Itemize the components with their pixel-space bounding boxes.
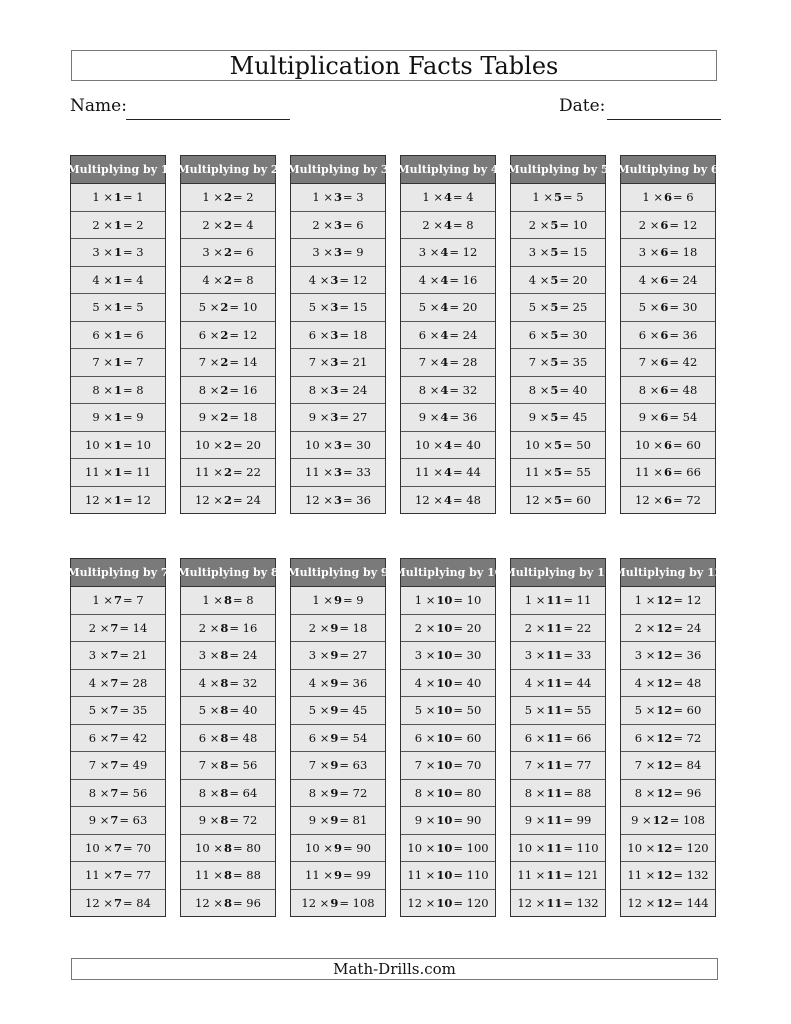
table-row: 4 × 2 = 8 [181,267,275,295]
table-row: 4 × 12 = 48 [621,670,715,698]
table-row: 10 × 1 = 10 [71,432,165,460]
table-row: 6 × 9 = 54 [291,725,385,753]
table-row: 6 × 2 = 12 [181,322,275,350]
table-row: 2 × 7 = 14 [71,615,165,643]
table-row: 3 × 2 = 6 [181,239,275,267]
table-row: 7 × 7 = 49 [71,752,165,780]
table-row: 4 × 8 = 32 [181,670,275,698]
table-row: 1 × 2 = 2 [181,184,275,212]
table-multiplying-by-3 [287,155,389,514]
table-row: 11 × 7 = 77 [71,862,165,890]
table-row: 9 × 8 = 72 [181,807,275,835]
table-row: 7 × 4 = 28 [401,349,495,377]
table-row: 9 × 11 = 99 [511,807,605,835]
table-row: 5 × 5 = 25 [511,294,605,322]
table-row: 3 × 4 = 12 [401,239,495,267]
table-row: 1 × 12 = 12 [621,587,715,615]
table-row: 12 × 5 = 60 [511,487,605,514]
table-row: 11 × 3 = 33 [291,459,385,487]
table-row: 4 × 11 = 44 [511,670,605,698]
table-row: 8 × 8 = 64 [181,780,275,808]
name-label: Name: [70,96,127,116]
table-row: 4 × 4 = 16 [401,267,495,295]
table-row: 7 × 6 = 42 [621,349,715,377]
table-row: 1 × 3 = 3 [291,184,385,212]
table-row: 10 × 8 = 80 [181,835,275,863]
table-row: 12 × 3 = 36 [291,487,385,514]
table-multiplying-by-10 [393,558,503,917]
table-row: 9 × 2 = 18 [181,404,275,432]
table-row: 6 × 8 = 48 [181,725,275,753]
table-row: 5 × 10 = 50 [401,697,495,725]
table-row: 8 × 2 = 16 [181,377,275,405]
table-row: 11 × 9 = 99 [291,862,385,890]
table-row: 11 × 2 = 22 [181,459,275,487]
table-row: 8 × 7 = 56 [71,780,165,808]
table-row: 8 × 1 = 8 [71,377,165,405]
table-row: 5 × 7 = 35 [71,697,165,725]
date-label: Date: [559,96,606,116]
table-row: 12 × 2 = 24 [181,487,275,514]
table-row: 8 × 6 = 48 [621,377,715,405]
table-row: 6 × 7 = 42 [71,725,165,753]
table-row: 7 × 2 = 14 [181,349,275,377]
table-row: 10 × 2 = 20 [181,432,275,460]
table-row: 3 × 9 = 27 [291,642,385,670]
table-row: 4 × 7 = 28 [71,670,165,698]
table-row: 6 × 11 = 66 [511,725,605,753]
table-header: Multiplying by 2 [181,156,275,184]
table-row: 5 × 2 = 10 [181,294,275,322]
table-multiplying-by-2 [177,155,279,514]
table-row: 12 × 9 = 108 [291,890,385,917]
table-row: 6 × 3 = 18 [291,322,385,350]
table-multiplying-by-5 [507,155,609,514]
date-field[interactable] [607,119,721,120]
table-row: 1 × 6 = 6 [621,184,715,212]
table-row: 9 × 10 = 90 [401,807,495,835]
table-row: 9 × 1 = 9 [71,404,165,432]
table-row: 6 × 6 = 36 [621,322,715,350]
table-row: 3 × 8 = 24 [181,642,275,670]
table-row: 6 × 12 = 72 [621,725,715,753]
table-row: 11 × 8 = 88 [181,862,275,890]
table-multiplying-by-6 [617,155,719,514]
table-row: 2 × 4 = 8 [401,212,495,240]
table-row: 7 × 5 = 35 [511,349,605,377]
table-multiplying-by-9 [287,558,389,917]
table-row: 1 × 10 = 10 [401,587,495,615]
table-row: 7 × 3 = 21 [291,349,385,377]
table-row: 11 × 6 = 66 [621,459,715,487]
table-multiplying-by-1 [67,155,169,514]
table-row: 9 × 12 = 108 [621,807,715,835]
table-row: 12 × 12 = 144 [621,890,715,917]
table-row: 1 × 4 = 4 [401,184,495,212]
table-row: 7 × 10 = 70 [401,752,495,780]
table-row: 5 × 3 = 15 [291,294,385,322]
table-header: Multiplying by 6 [621,156,715,184]
table-row: 10 × 10 = 100 [401,835,495,863]
table-row: 3 × 3 = 9 [291,239,385,267]
table-row: 3 × 6 = 18 [621,239,715,267]
table-row: 5 × 9 = 45 [291,697,385,725]
table-row: 4 × 1 = 4 [71,267,165,295]
table-row: 6 × 10 = 60 [401,725,495,753]
table-row: 5 × 6 = 30 [621,294,715,322]
table-row: 10 × 5 = 50 [511,432,605,460]
table-row: 12 × 8 = 96 [181,890,275,917]
table-header: Multiplying by 10 [401,559,495,587]
table-row: 2 × 5 = 10 [511,212,605,240]
table-row: 12 × 1 = 12 [71,487,165,514]
table-row: 8 × 4 = 32 [401,377,495,405]
table-header: Multiplying by 7 [71,559,165,587]
table-header: Multiplying by 11 [511,559,605,587]
table-row: 9 × 9 = 81 [291,807,385,835]
table-row: 7 × 9 = 63 [291,752,385,780]
table-row: 2 × 11 = 22 [511,615,605,643]
table-row: 5 × 8 = 40 [181,697,275,725]
table-row: 4 × 5 = 20 [511,267,605,295]
table-row: 2 × 12 = 24 [621,615,715,643]
table-row: 10 × 7 = 70 [71,835,165,863]
table-multiplying-by-8 [177,558,279,917]
table-row: 7 × 8 = 56 [181,752,275,780]
table-row: 3 × 5 = 15 [511,239,605,267]
table-row: 10 × 12 = 120 [621,835,715,863]
table-row: 9 × 4 = 36 [401,404,495,432]
table-row: 5 × 11 = 55 [511,697,605,725]
table-row: 8 × 3 = 24 [291,377,385,405]
table-row: 12 × 10 = 120 [401,890,495,917]
table-row: 1 × 9 = 9 [291,587,385,615]
table-row: 9 × 6 = 54 [621,404,715,432]
table-row: 8 × 10 = 80 [401,780,495,808]
table-row: 12 × 6 = 72 [621,487,715,514]
table-row: 11 × 11 = 121 [511,862,605,890]
table-row: 2 × 3 = 6 [291,212,385,240]
table-row: 2 × 8 = 16 [181,615,275,643]
table-header: Multiplying by 3 [291,156,385,184]
table-multiplying-by-12 [613,558,723,917]
table-header: Multiplying by 12 [621,559,715,587]
table-row: 1 × 11 = 11 [511,587,605,615]
table-row: 4 × 9 = 36 [291,670,385,698]
table-row: 5 × 1 = 5 [71,294,165,322]
table-row: 10 × 4 = 40 [401,432,495,460]
table-row: 9 × 7 = 63 [71,807,165,835]
table-row: 3 × 1 = 3 [71,239,165,267]
table-row: 10 × 11 = 110 [511,835,605,863]
table-row: 2 × 2 = 4 [181,212,275,240]
table-row: 7 × 1 = 7 [71,349,165,377]
table-header: Multiplying by 1 [71,156,165,184]
table-row: 11 × 4 = 44 [401,459,495,487]
table-multiplying-by-7 [67,558,169,917]
table-row: 12 × 11 = 132 [511,890,605,917]
table-row: 1 × 8 = 8 [181,587,275,615]
table-row: 2 × 1 = 2 [71,212,165,240]
table-row: 7 × 11 = 77 [511,752,605,780]
table-row: 4 × 10 = 40 [401,670,495,698]
table-row: 4 × 6 = 24 [621,267,715,295]
table-row: 8 × 12 = 96 [621,780,715,808]
table-header: Multiplying by 9 [291,559,385,587]
table-row: 11 × 1 = 11 [71,459,165,487]
table-row: 9 × 5 = 45 [511,404,605,432]
table-multiplying-by-11 [503,558,613,917]
table-row: 1 × 5 = 5 [511,184,605,212]
table-row: 8 × 5 = 40 [511,377,605,405]
table-row: 8 × 9 = 72 [291,780,385,808]
table-row: 7 × 12 = 84 [621,752,715,780]
table-row: 1 × 7 = 7 [71,587,165,615]
table-row: 12 × 4 = 48 [401,487,495,514]
table-row: 5 × 4 = 20 [401,294,495,322]
table-row: 11 × 10 = 110 [401,862,495,890]
table-row: 10 × 9 = 90 [291,835,385,863]
table-multiplying-by-4 [397,155,499,514]
table-row: 5 × 12 = 60 [621,697,715,725]
footer: Math-Drills.com [71,958,718,980]
table-row: 6 × 4 = 24 [401,322,495,350]
name-field[interactable] [126,119,290,120]
table-row: 11 × 12 = 132 [621,862,715,890]
table-row: 12 × 7 = 84 [71,890,165,917]
table-row: 2 × 10 = 20 [401,615,495,643]
table-row: 2 × 9 = 18 [291,615,385,643]
table-row: 3 × 10 = 30 [401,642,495,670]
table-row: 6 × 1 = 6 [71,322,165,350]
page-title: Multiplication Facts Tables [71,50,717,81]
table-row: 3 × 11 = 33 [511,642,605,670]
table-row: 9 × 3 = 27 [291,404,385,432]
table-row: 6 × 5 = 30 [511,322,605,350]
table-row: 1 × 1 = 1 [71,184,165,212]
table-row: 4 × 3 = 12 [291,267,385,295]
table-row: 2 × 6 = 12 [621,212,715,240]
table-row: 8 × 11 = 88 [511,780,605,808]
table-row: 10 × 3 = 30 [291,432,385,460]
table-row: 3 × 7 = 21 [71,642,165,670]
table-header: Multiplying by 4 [401,156,495,184]
table-row: 11 × 5 = 55 [511,459,605,487]
table-row: 10 × 6 = 60 [621,432,715,460]
table-header: Multiplying by 5 [511,156,605,184]
table-row: 3 × 12 = 36 [621,642,715,670]
table-header: Multiplying by 8 [181,559,275,587]
